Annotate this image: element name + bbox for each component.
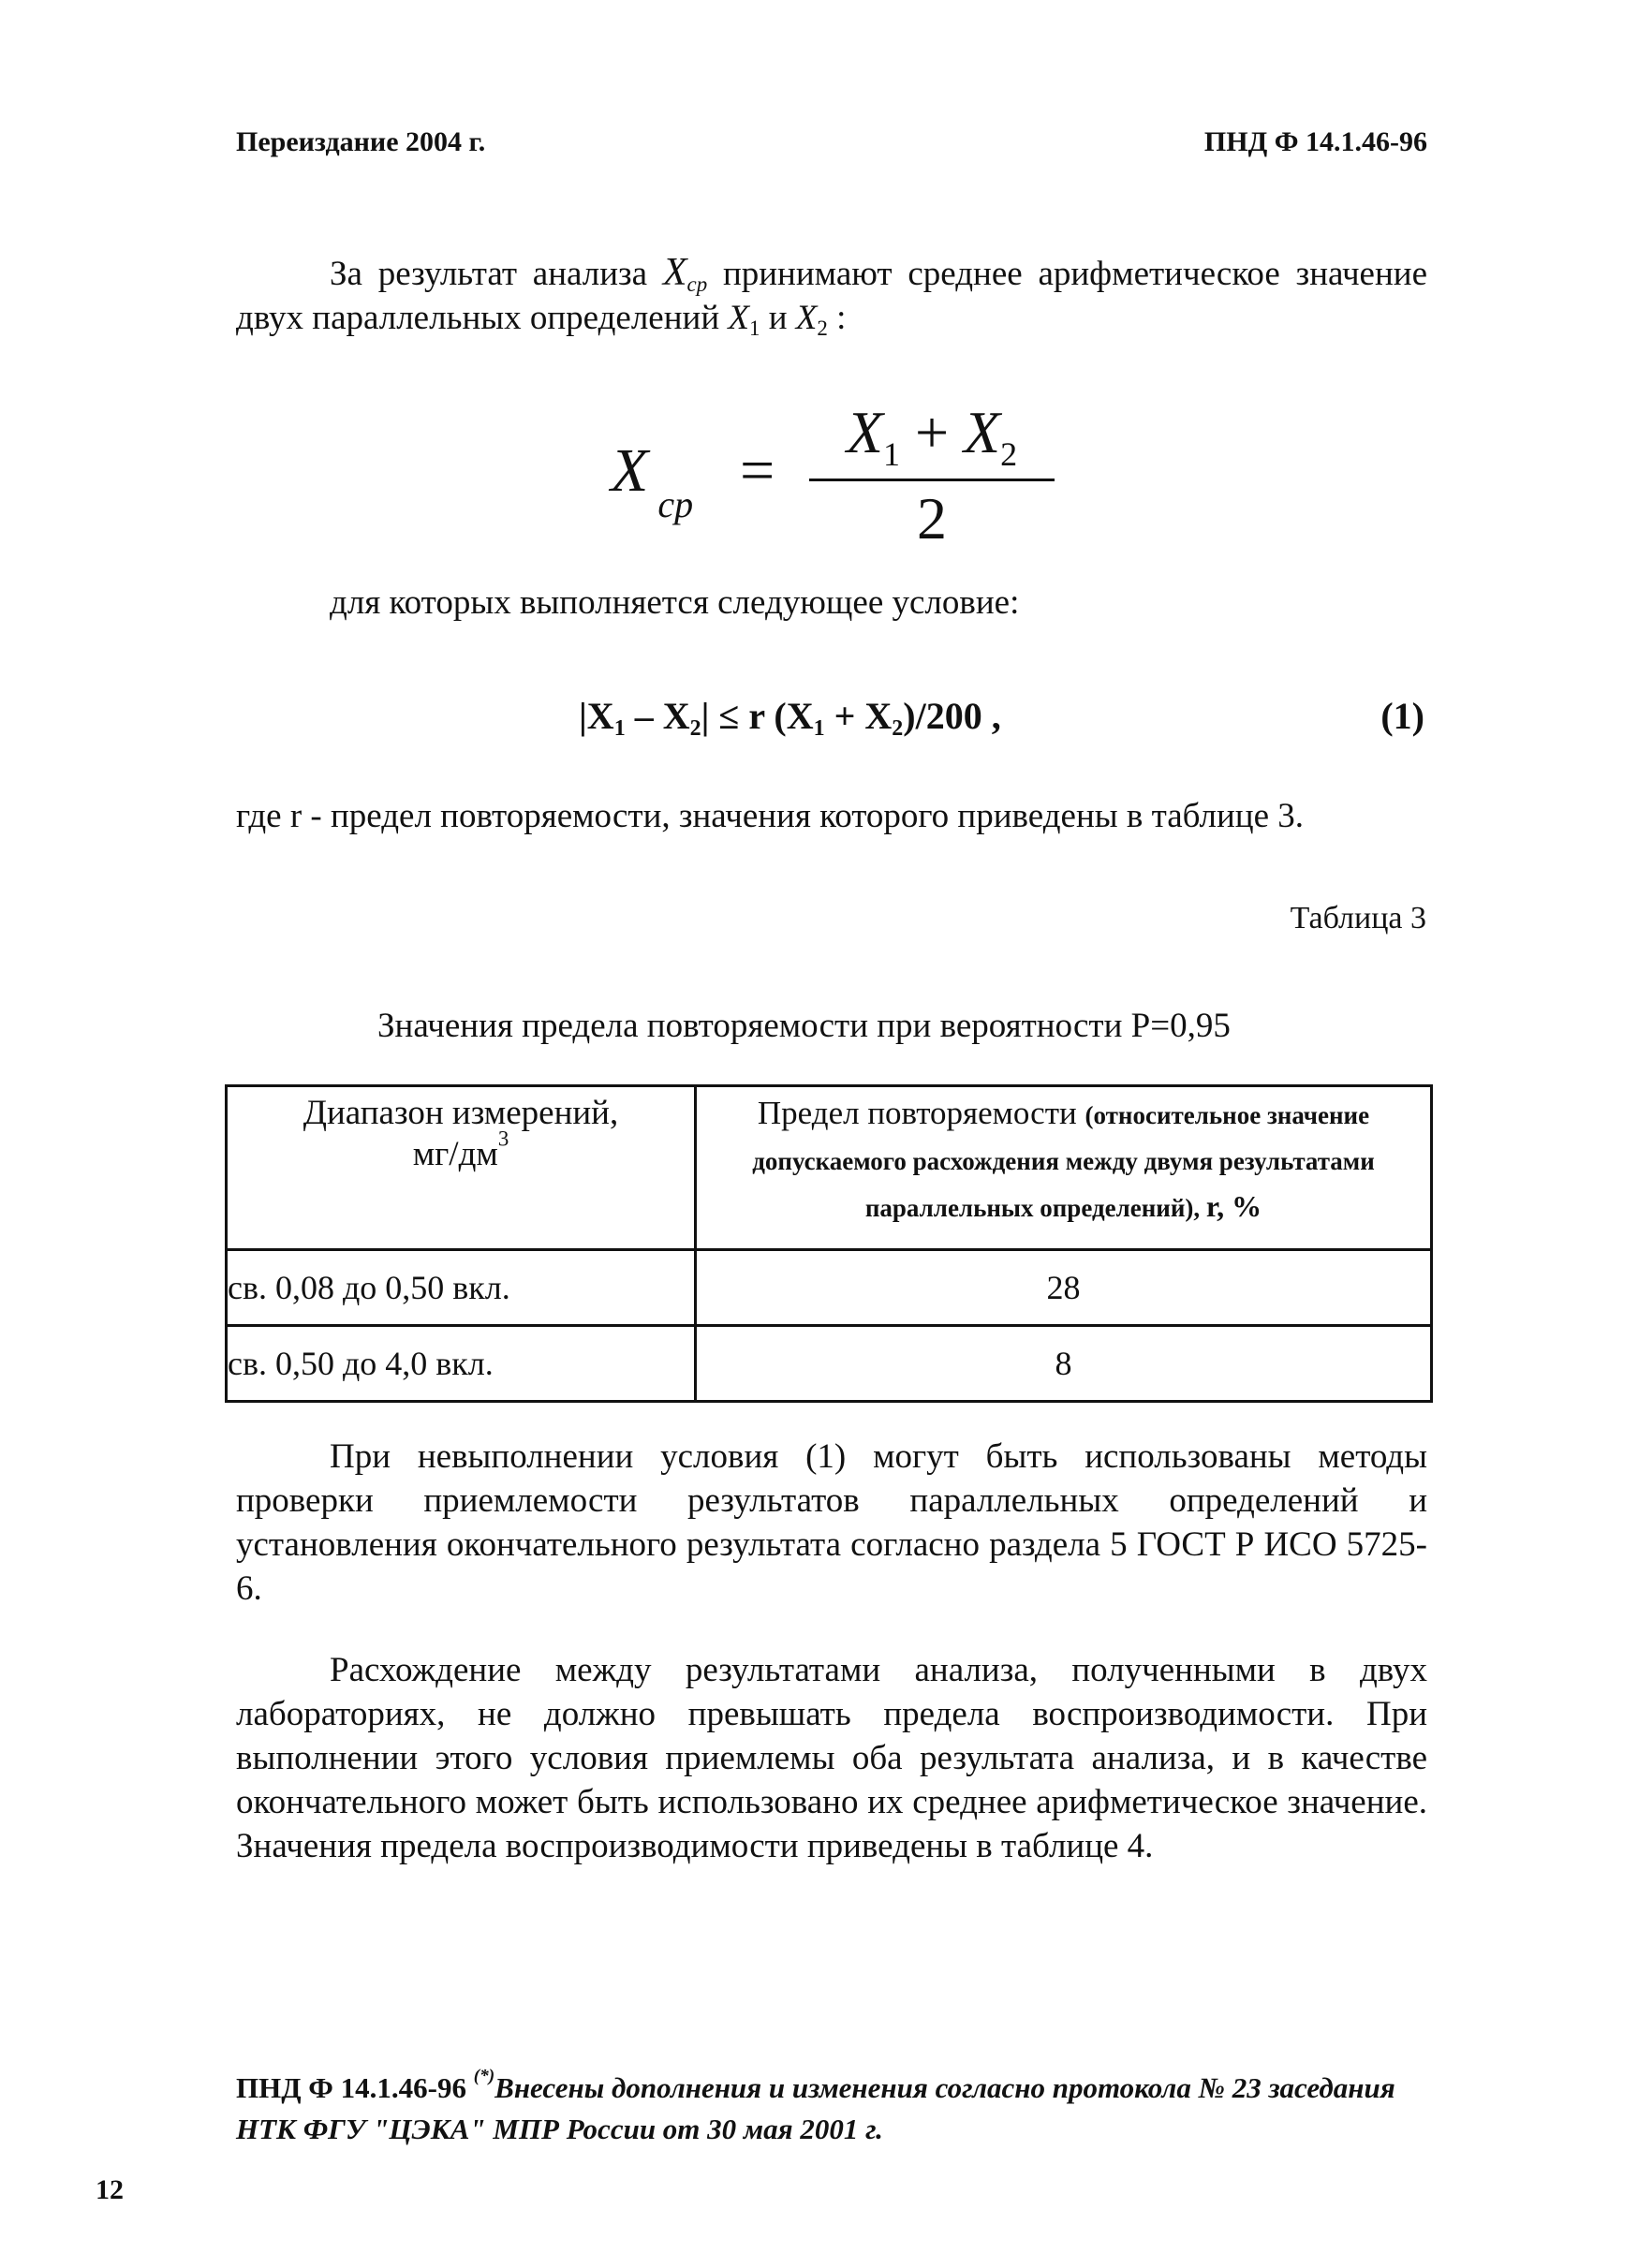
header-edition: Переиздание 2004 г.: [236, 126, 486, 157]
formula-numerator: $X_1 + X_2$: [846, 399, 1018, 473]
repeatability-limit-definition: где r - предел повторяемости, значения которого приведены в таблице 3.: [236, 797, 1305, 835]
repeatability-condition-formula: $|X_1 - X_2| \le r$ $(X_1 + X_2)/200$ ,: [579, 695, 1001, 742]
intro-text: За результат анализа $X_{ср}$ принимают среднее арифметическое значение двух параллельных определений $X_1$ и $X_2$ :: [236, 251, 1427, 340]
footnote: ПНД Ф 14.1.46-96 (*)Внесены дополнения и изменения согласно протокола № 23 заседания НТК ФГУ "ЦЭКА" МПР России от 30 мая 2001 г.: [236, 2066, 1395, 2145]
limit-value-cell: 8: [696, 1326, 1432, 1402]
formula-denominator: 2: [917, 485, 947, 552]
intro-paragraph: [236, 251, 1427, 340]
reproducibility-paragraph: [236, 1648, 1427, 1868]
failure-paragraph: [236, 1435, 1427, 1611]
formula-lhs: X $_{ср}$: [611, 436, 694, 525]
mean-formula: [611, 398, 1060, 557]
table-header-row: [227, 1086, 1432, 1250]
col-repeatability-limit-header: Предел повторяемости (относительное значение допускаемого расхождения между двумя результатами параллельных определений), r, %: [696, 1086, 1432, 1250]
formula-equals: =: [740, 436, 775, 505]
page-number: 12: [96, 2174, 124, 2205]
condition-text: для которых выполняется следующее условие:: [330, 583, 1020, 622]
table-title: Значения предела повторяемости при вероятности Р=0,95: [377, 1007, 1231, 1045]
header-document-code: ПНД Ф 14.1.46-96: [1203, 126, 1427, 157]
fraction-bar: [809, 479, 1055, 481]
table-row: [227, 1250, 1432, 1326]
col-measurement-range-header: Диапазон измерений, $мг/дм^3$: [227, 1086, 696, 1250]
repeatability-table: [225, 1084, 1433, 1403]
failure-text: При невыполнении условия (1) могут быть использованы методы проверки приемлемости результатов параллельных определений и установления окончательного результата согласно раздела 5 ГОСТ Р ИСО 5725-6.: [236, 1437, 1427, 1608]
range-cell: св. 0,08 до 0,50 вкл.: [227, 1250, 696, 1326]
range-cell: св. 0,50 до 4,0 вкл.: [227, 1326, 696, 1402]
limit-value-cell: 28: [696, 1250, 1432, 1326]
equation-number: (1): [1380, 695, 1424, 737]
table-label: Таблица 3: [1290, 901, 1426, 935]
reproducibility-text: Расхождение между результатами анализа, полученными в двух лабораториях, не должно превышать предела воспроизводимости. При выполнении этого условия приемлемы оба результата анализа, и в качестве окончательного может быть использовано их среднее арифметическое значение. Значения предела воспроизводимости приведены в таблице 4.: [236, 1651, 1427, 1865]
table-row: [227, 1326, 1432, 1402]
